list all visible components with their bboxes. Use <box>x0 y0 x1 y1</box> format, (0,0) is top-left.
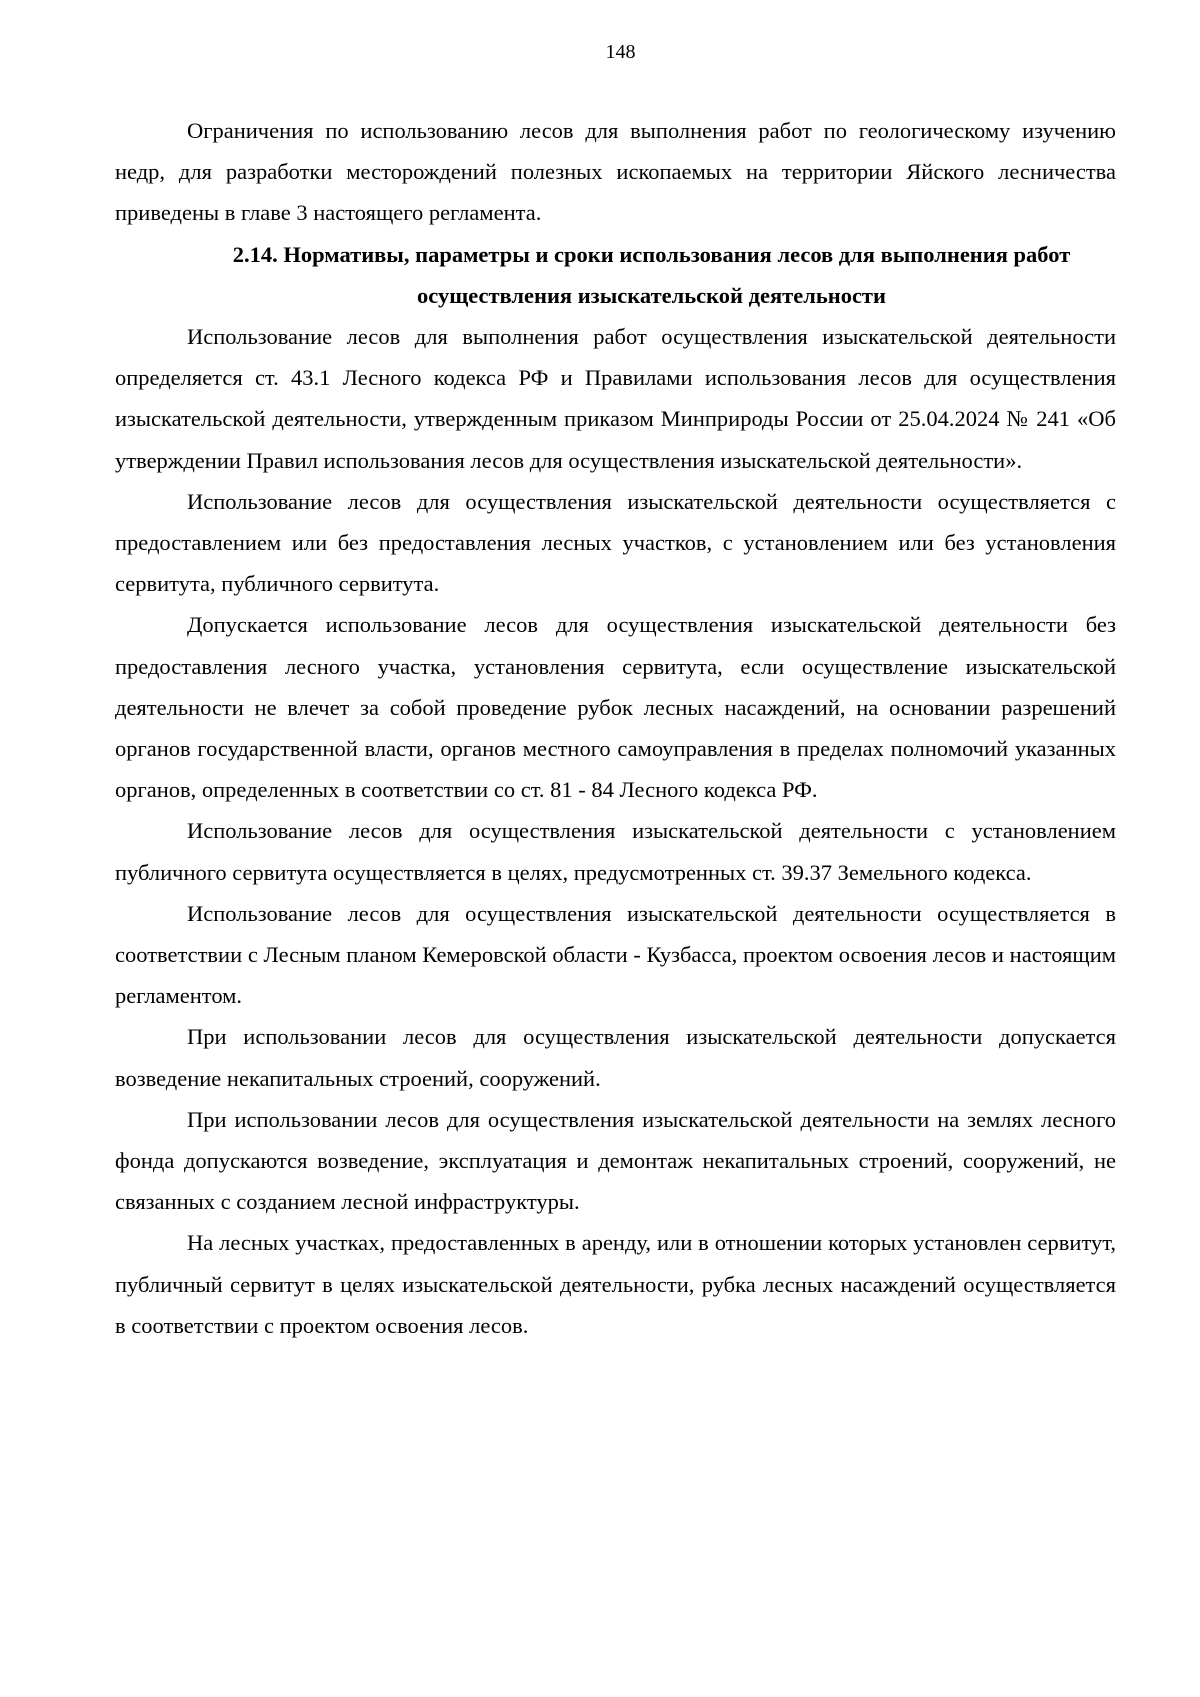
paragraph: На лесных участках, предоставленных в аренду, или в отношении которых установлен сервитут, публичный сервитут в целях изыскательской деятельности, рубка лесных насаждений осуществляется в соответствии с проектом освоения лесов. <box>115 1230 1116 1338</box>
paragraph: Использование лесов для выполнения работ осуществления изыскательской деятельности определяется ст. 43.1 Лесного кодекса РФ и Правилами использования лесов для осуществления изыскательской деятельности, утвержденным приказом Минприроды России от 25.04.2024 № 241 «Об утверждении Правил использования лесов для осуществления изыскательской деятельности». <box>115 324 1116 473</box>
section-heading-line-2: осуществления изыскательской деятельности <box>417 282 886 308</box>
paragraph: Использование лесов для осуществления изыскательской деятельности осуществляется с предоставлением или без предоставления лесных участков, с установлением или без установления сервитута, публичного сервитута. <box>115 488 1116 597</box>
paragraph: При использовании лесов для осуществления изыскательской деятельности допускается возведение некапитальных строений, сооружений. <box>115 1024 1116 1091</box>
paragraph-intro: Ограничения по использованию лесов для выполнения работ по геологическому изучению недр, для разработки месторождений полезных ископаемых на территории Яйского лесничества приведены в главе 3 настоящего регламента. <box>115 118 1116 226</box>
paragraph: Использование лесов для осуществления изыскательской деятельности с установлением публичного сервитута осуществляется в целях, предусмотренных ст. 39.37 Земельного кодекса. <box>115 818 1116 885</box>
section-heading <box>115 234 1116 316</box>
section-heading-line-1: 2.14. Нормативы, параметры и сроки использования лесов для выполнения работ <box>232 241 1071 267</box>
paragraph: Использование лесов для осуществления изыскательской деятельности осуществляется в соответствии с Лесным планом Кемеровской области - Кузбасса, проектом освоения лесов и настоящим регламентом. <box>115 900 1116 1009</box>
paragraph: Допускается использование лесов для осуществления изыскательской деятельности без предоставления лесного участка, установления сервитута, если осуществление изыскательской деятельности не влечет за собой проведение рубок лесных насаждений, на основании разрешений органов государственной власти, органов местного самоуправления в пределах полномочий указанных органов, определенных в соответствии со ст. 81 - 84 Лесного кодекса РФ. <box>115 612 1116 803</box>
paragraph: При использовании лесов для осуществления изыскательской деятельности на землях лесного фонда допускаются возведение, эксплуатация и демонтаж некапитальных строений, сооружений, не связанных с созданием лесной инфраструктуры. <box>115 1106 1116 1215</box>
page-number: 148 <box>605 41 636 63</box>
page-content <box>115 110 1116 1346</box>
